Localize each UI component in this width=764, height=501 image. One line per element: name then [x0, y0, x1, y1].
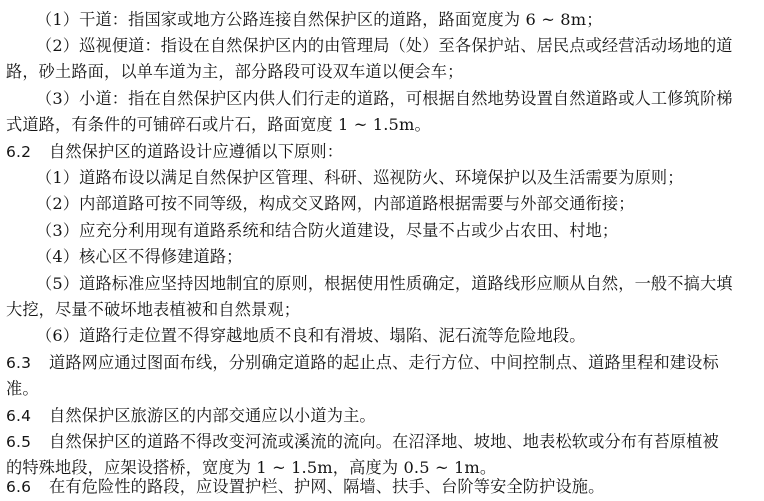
text-line-principle-4 [36, 244, 243, 270]
section-number: 6.5 [6, 433, 32, 451]
line-text: 准。 [6, 379, 39, 398]
text-line-6-3-cont [6, 376, 39, 402]
line-text: 大挖，尽量不破坏地表植被和自然景观； [6, 300, 301, 319]
line-text: 自然保护区的道路设计应遵循以下原则： [49, 142, 344, 161]
line-text: （3）小道：指在自然保护区内供人们行走的道路，可根据自然地势设置自然道路或人工修筑阶梯 [36, 89, 733, 108]
section-6-6 [6, 474, 604, 500]
text-line-footpath-cont [6, 112, 431, 138]
text-line-principle-1 [36, 165, 684, 191]
text-line-principle-2 [36, 191, 635, 217]
text-line-footpath [36, 86, 733, 112]
text-line-patrol-road [36, 33, 733, 59]
text-line-principle-5-cont [6, 297, 300, 323]
line-text: 在有危险性的路段，应设置护栏、护网、隔墙、扶手、台阶等安全防护设施。 [49, 477, 605, 496]
line-text: （2）内部道路可按不同等级，构成交叉路网，内部道路根据需要与外部交通衔接； [36, 194, 635, 213]
line-text: 的特殊地段，应架设搭桥，宽度为 1 ~ 1.5m，高度为 0.5 ~ 1m。 [6, 458, 497, 477]
section-6-4 [6, 403, 376, 429]
line-text: （3）应充分利用现有道路系统和结合防火道建设，尽量不占或少占农田、村地； [36, 221, 619, 240]
line-text: （6）道路行走位置不得穿越地质不良和有滑坡、塌陷、泥石流等危险地段。 [36, 326, 586, 345]
text-line-trunk-road [36, 7, 603, 33]
line-text: （4）核心区不得修建道路； [36, 247, 243, 266]
line-text: （1）干道：指国家或地方公路连接自然保护区的道路，路面宽度为 6 ~ 8m； [36, 10, 603, 29]
section-6-2-heading [6, 139, 343, 165]
text-line-principle-6 [36, 323, 586, 349]
line-text: 自然保护区的道路不得改变河流或溪流的流向。在沼泽地、坡地、地表松软或分布有苔原植被 [49, 432, 719, 451]
line-text: 道路网应通过图面布线，分别确定道路的起止点、走行方位、中间控制点、道路里程和建设标 [49, 353, 719, 372]
line-text: （2）巡视便道：指设在自然保护区内的由管理局（处）至各保护站、居民点或经营活动场地的道 [36, 36, 733, 55]
section-number: 6.6 [6, 478, 32, 496]
section-number: 6.2 [6, 143, 32, 161]
line-text: 自然保护区旅游区的内部交通应以小道为主。 [49, 406, 376, 425]
line-text: 路，砂土路面，以单车道为主，部分路段可设双车道以便会车； [6, 62, 464, 81]
line-text: （5）道路标准应坚持因地制宜的原则，根据使用性质确定，道路线形应顺从自然，一般不搞大填 [36, 274, 733, 293]
section-6-5 [6, 429, 719, 455]
text-line-principle-3 [36, 218, 618, 244]
text-line-principle-5 [36, 271, 733, 297]
text-line-patrol-road-cont [6, 59, 463, 85]
line-text: （1）道路布设以满足自然保护区管理、科研、巡视防火、环境保护以及生活需要为原则； [36, 168, 684, 187]
section-6-3 [6, 350, 719, 376]
line-text: 式道路，有条件的可铺碎石或片石，路面宽度 1 ~ 1.5m。 [6, 115, 431, 134]
section-number: 6.4 [6, 407, 32, 425]
section-number: 6.3 [6, 354, 32, 372]
